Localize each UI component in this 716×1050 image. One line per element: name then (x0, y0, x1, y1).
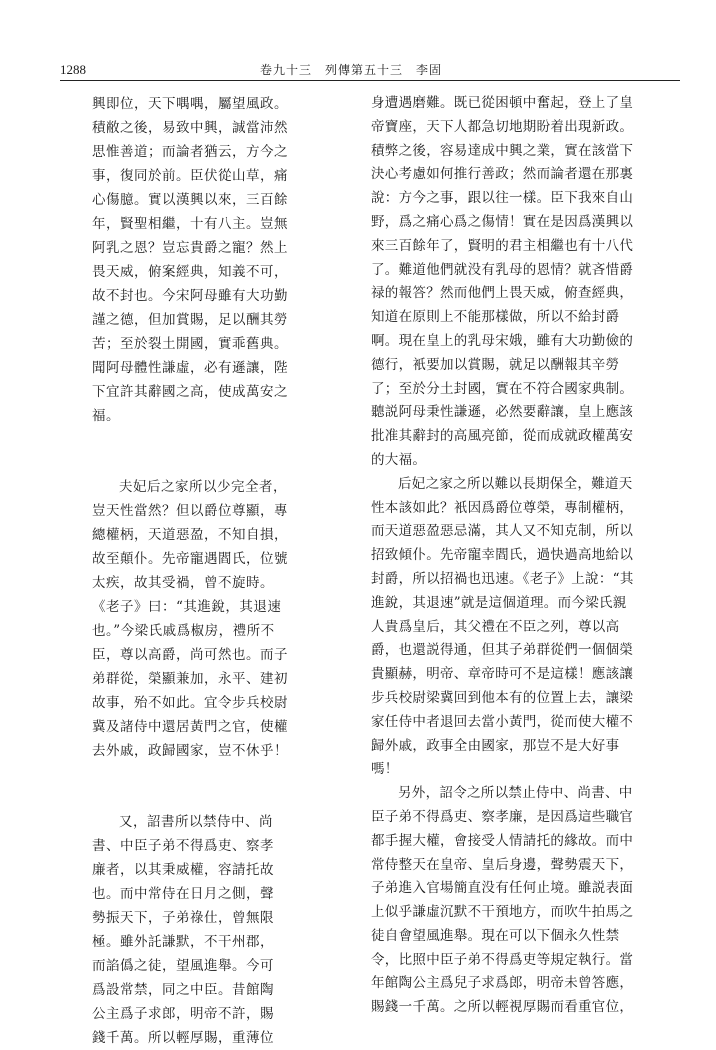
text-line: 故不封也。今宋阿母雖有大功勤 (92, 288, 288, 304)
text-line: 故事，殆不如此。宜令步兵校尉 (92, 695, 288, 711)
text-line: 了；至於分土封國，實在不符合國家典制。 (371, 380, 634, 397)
text-line: 福。 (92, 408, 120, 424)
text-line: 積弊之後，容易達成中興之業，實在該當下 (371, 142, 634, 159)
translation-paragraph-1 (344, 92, 634, 473)
text-line: 嗎！ (371, 761, 399, 778)
text-line: 積敝之後，易致中興，誠當沛然 (92, 120, 288, 136)
text-line: 冀及諸侍中還居黃門之官，使權 (92, 719, 288, 735)
text-line: 夫妃后之家所以少完全者， (119, 479, 287, 495)
text-line: 思惟善道；而論者猶云，方今之 (92, 144, 288, 160)
original-paragraph-3 (92, 810, 302, 1050)
text-line: 事，復同於前。臣伏從山草，痛 (92, 168, 288, 184)
text-line: 德行，衹要加以賞賜，就足以酬報其辛勞 (371, 356, 620, 373)
text-line: 徒自會望風進舉。現在可以下個永久性禁 (371, 927, 620, 944)
text-line: 下宜許其辭國之高，使成萬安之 (92, 384, 288, 400)
page-number: 1288 (60, 62, 86, 77)
text-line: 臣，尊以高爵，尚可然也。而子 (92, 647, 288, 663)
text-line: 也。而中常侍在日月之側，聲 (92, 886, 274, 902)
text-line: 畏天威，俯案經典，知義不可， (92, 264, 288, 280)
modern-translation-column (344, 92, 634, 1020)
text-line: 去外戚，政歸國家，豈不休乎！ (92, 743, 288, 759)
text-line: 子弟進入官場簡直没有任何止境。雖説表面 (371, 880, 634, 897)
text-line: 帝寶座，天下人都急切地期盼着出現新政。 (371, 118, 634, 135)
text-line: 另外，詔令之所以禁止侍中、尚書、中 (398, 785, 633, 802)
text-line: 錢千萬。所以輕厚賜，重薄位 (92, 1030, 274, 1046)
translation-paragraph-3 (344, 782, 634, 1020)
text-line: 興即位，天下喁喁，屬望風政。 (92, 96, 288, 112)
text-line: 批准其辭封的高風亮節，從而成就政權萬安 (371, 428, 634, 445)
text-line: 聞阿母體性謙虛，必有遜讓，陛 (92, 360, 288, 376)
text-line: 弟群從，榮顯兼加，永平、建初 (92, 671, 288, 687)
text-line: 的大福。 (371, 451, 427, 468)
text-line: 啊。現在皇上的乳母宋娥，雖有大功勤儉的 (371, 332, 634, 349)
text-line: 來三百餘年了，賢明的君主相繼也有十八代 (371, 237, 634, 254)
text-line: 阿乳之恩？豈忘貴爵之寵？然上 (92, 240, 288, 256)
page-header (60, 60, 680, 80)
text-line: 又，詔書所以禁侍中、尚 (119, 814, 273, 830)
text-line: 太疾，故其受禍，曾不旋時。 (92, 575, 274, 591)
original-paragraph-2 (92, 475, 302, 763)
text-line: 臣子弟不得爲吏、察孝廉，是因爲這些職官 (371, 808, 634, 825)
text-line: 極。雖外託謙默，不干州郡， (92, 934, 274, 950)
text-line: 爲設常禁，同之中臣。昔館陶 (92, 982, 274, 998)
translation-paragraph-2 (344, 473, 634, 782)
text-line: 都手握大權，會接受人情請托的緣故。而中 (371, 832, 634, 849)
text-line: 禄的報答？然而他們上畏天威，俯查經典， (371, 285, 634, 302)
text-line: 年，賢聖相繼，十有八主。豈無 (92, 216, 288, 232)
text-line: 決心考慮如何推行善政；然而論者還在那裏 (371, 166, 634, 183)
text-line: 廉者，以其秉威權，容請托故 (92, 862, 274, 878)
text-line: 而天道惡盈惡忌滿，其人又不知克制，所以 (371, 523, 634, 540)
text-line: 野，爲之痛心爲之傷情！實在是因爲漢興以 (371, 213, 634, 230)
text-line: 豈天性當然？但以爵位尊顯，專 (92, 503, 288, 519)
text-line: 聽説阿母秉性謙遜，必然要辭讓，皇上應該 (371, 404, 634, 421)
running-title: 卷九十三 列傳第五十三 李固 (260, 63, 443, 77)
text-line: 人貴爲皇后，其父禮在不臣之列，尊以高 (371, 618, 620, 635)
text-line: 歸外戚，政事全由國家，那豈不是大好事 (371, 737, 620, 754)
text-line: 賜錢一千萬。之所以輕視厚賜而看重官位， (371, 999, 634, 1016)
text-line: 苦；至於裂土開國，實乖舊典。 (92, 336, 288, 352)
text-line: 進銳，其退速”就是這個道理。而今梁氏親 (371, 594, 627, 611)
header-rule (60, 80, 680, 81)
text-line: 故至顛仆。先帝寵遇閻氏，位號 (92, 551, 288, 567)
text-line: 常侍整天在皇帝、皇后身邊，聲勢震天下， (371, 856, 634, 873)
text-line: 書、中臣子弟不得爲吏、察孝 (92, 838, 274, 854)
text-line: 貴顯赫，明帝、章帝時可不是這樣！應該讓 (371, 666, 634, 683)
text-line: 封爵，所以招禍也迅速。《老子》上說：“其 (371, 570, 634, 587)
text-line: 勢振天下，子弟祿仕，曾無限 (92, 910, 274, 926)
text-line: 心傷臆。實以漢興以來，三百餘 (92, 192, 288, 208)
text-line: 了。難道他們就没有乳母的恩情？就吝惜爵 (371, 261, 634, 278)
text-line: 公主爲子求郎，明帝不許，賜 (92, 1006, 274, 1022)
text-line: 性本該如此？衹因爲爵位尊榮，專制權柄， (371, 499, 634, 516)
text-line: 謹之德，但加賞賜，足以酬其勞 (92, 312, 288, 328)
original-paragraph-1 (92, 92, 302, 428)
text-line: 令，比照中臣子弟不得爲吏等規定執行。當 (371, 951, 634, 968)
text-line: 總權柄，天道惡盈，不知自損， (92, 527, 288, 543)
text-line: 招致傾仆。先帝寵幸閻氏，過快過高地給以 (371, 547, 634, 564)
text-line: 《老子》曰：“其進銳，其退速 (92, 599, 282, 615)
text-line: 身遭遇磨難。既已從困頓中奮起，登上了皇 (371, 95, 634, 111)
text-line: 年館陶公主爲兒子求爲郎，明帝未曾答應， (371, 975, 634, 992)
text-line: 后妃之家之所以難以長期保全，難道天 (398, 475, 633, 492)
text-line: 爵，也還説得通，但其子弟群從們一個個榮 (371, 642, 634, 659)
text-line: 家任侍中者退回去當小黃門，從而使大權不 (371, 713, 634, 730)
text-line: 上似乎謙虛沉默不干預地方，而吹牛拍馬之 (371, 904, 634, 921)
text-line: 也。”今梁氏戚爲椒房，禮所不 (92, 623, 275, 639)
text-line: 步兵校尉梁冀回到他本有的位置上去，讓梁 (371, 689, 634, 706)
text-line: 而諂僞之徒，望風進舉。今可 (92, 958, 274, 974)
classical-chinese-column (92, 92, 302, 1050)
text-line: 說：方今之事，跟以往一樣。臣下我來自山 (371, 190, 634, 207)
text-line: 知道在原則上不能那樣做，所以不給封爵 (371, 309, 620, 326)
